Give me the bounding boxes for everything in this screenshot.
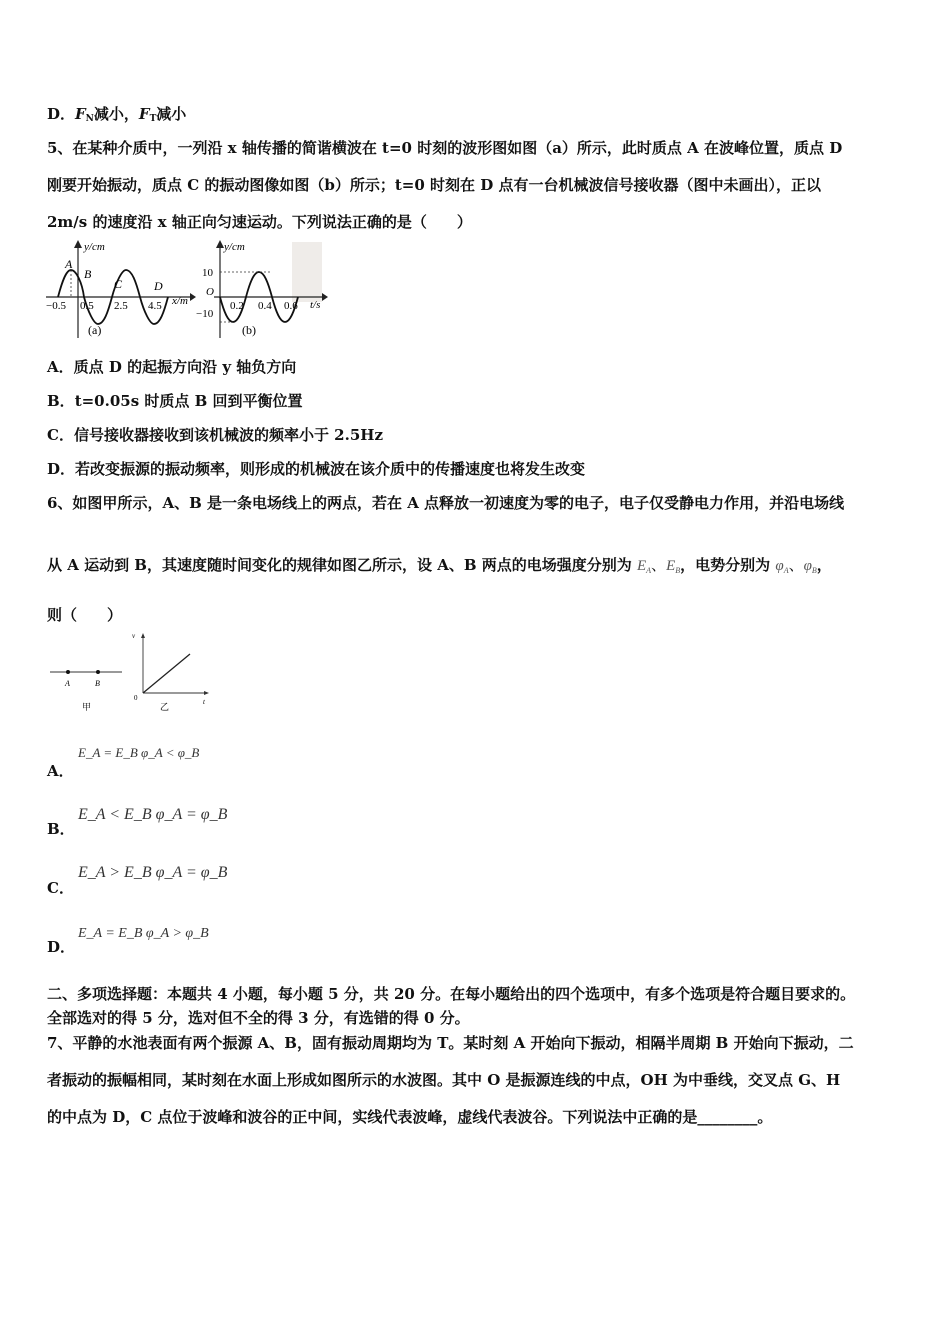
option-text: t=0.05s 时质点 B 回到平衡位置 <box>74 392 303 410</box>
q7-stem-line3: 的中点为 D，C 点位于波峰和波谷的正中间，实线代表波峰，虚线代表波谷。下列说法中正确的是________。 <box>47 1108 773 1126</box>
q5-stem-line1: 5、在某种介质中，一列沿 x 轴传播的简谐横波在 t=0 时刻的波形图如图（a）所示，此时质点 A 在波峰位置，质点 D <box>47 139 843 157</box>
tick-label: 0.5 <box>80 300 94 312</box>
point-label-b: B <box>84 267 92 281</box>
field-line-figure-jia <box>48 660 128 716</box>
q5-option-d <box>47 458 585 479</box>
q6-stem-line2 <box>47 554 832 575</box>
q6-option-letter-d: D． <box>47 938 76 956</box>
option-letter: A． <box>47 358 74 376</box>
option-text: 减小 <box>156 105 187 123</box>
option-text: 质点 D 的起振方向沿 y 轴负方向 <box>73 358 297 376</box>
tick-label: −0.5 <box>46 300 66 312</box>
force-symbol: F <box>138 105 150 123</box>
point-label-a: A <box>65 679 70 688</box>
q6-option-expr-a: E_A = E_B φ_A < φ_B <box>78 745 200 760</box>
xtick-label: 0.4 <box>258 300 272 312</box>
stem-text: ，电势分别为 <box>680 556 771 574</box>
stem-text: 从 A 运动到 B，其速度随时间变化的规律如图乙所示，设 A、B 两点的电场强度分别为 <box>47 556 632 574</box>
point-label-a: A <box>65 257 73 271</box>
stem-text: ， <box>816 556 832 574</box>
option-letter: D． <box>47 460 76 478</box>
potential-symbol-a: $\varphi_A$ <box>775 558 789 575</box>
option-text: 减小， <box>93 105 139 123</box>
separator: 、 <box>788 556 804 574</box>
point-label-c: C <box>114 277 123 291</box>
option-letter: B． <box>47 392 75 410</box>
section2-line1: 二、多项选择题：本题共 4 小题，每小题 5 分，共 20 分。在每小题给出的四个选项中，有多个选项是符合题目要求的。 <box>47 985 856 1003</box>
velocity-time-figure-yi <box>130 630 212 716</box>
xlabel-a: x/m <box>172 295 188 307</box>
xtick-label: 0.6 <box>284 300 298 312</box>
q6-stem-line1: 6、如图甲所示，A、B 是一条电场线上的两点，若在 A 点释放一初速度为零的电子，电子仅受静电力作用，并沿电场线 <box>47 494 845 512</box>
wave-figure-a <box>44 238 196 342</box>
q5-option-c <box>47 424 383 445</box>
figure-caption-jia: 甲 <box>82 702 92 712</box>
ytick-label: 10 <box>202 267 213 279</box>
xtick-label: 0.2 <box>230 300 244 312</box>
vibration-figure-b <box>196 238 328 342</box>
figure-caption-yi: 乙 <box>160 702 170 712</box>
q6-option-expr-c: E_A > E_B φ_A = φ_B <box>78 864 228 881</box>
q6-option-letter-a: A． <box>47 762 74 780</box>
field-symbol-ea: $E_A$ <box>636 558 652 575</box>
q6-option-expr-d: E_A = E_B φ_A > φ_B <box>78 926 209 941</box>
option-letter: C． <box>47 426 74 444</box>
point-label-d: D <box>154 279 163 293</box>
q6-option-expr-b: E_A < E_B φ_A = φ_B <box>78 806 228 823</box>
figure-caption-b: (b) <box>242 323 256 337</box>
tick-label: 4.5 <box>148 300 162 312</box>
force-symbol: F <box>75 105 86 123</box>
option-text: 若改变振源的振动频率，则形成的机械波在该介质中的传播速度也将发生改变 <box>75 460 586 478</box>
q4-option-d <box>47 103 186 124</box>
ytick-label: −10 <box>196 308 214 320</box>
point-label-b: B <box>95 679 100 688</box>
q5-stem-line2: 刚要开始振动，质点 C 的振动图像如图（b）所示；t=0 时刻在 D 点有一台机械波信号接收器（图中未画出），正以 <box>47 176 821 194</box>
tlabel: t <box>203 698 205 706</box>
q5-stem-line3: 2m/s 的速度沿 x 轴正向匀速运动。下列说法正确的是（ ） <box>47 213 472 231</box>
option-letter: D． <box>47 105 76 123</box>
figure-caption-a: (a) <box>88 323 102 337</box>
q6-option-letter-c: C． <box>47 879 74 897</box>
ylabel-a: y/cm <box>84 241 105 253</box>
xlabel-b: t/s <box>310 299 321 311</box>
subscript: T <box>149 114 157 124</box>
vlabel: v <box>132 632 136 640</box>
q7-stem-line2: 者振动的振幅相同，某时刻在水面上形成如图所示的水波图。其中 O 是振源连线的中点，OH 为中垂线，交叉点 G、H <box>47 1071 841 1089</box>
q6-stem-line3: 则（ ） <box>47 606 123 624</box>
potential-symbol-b: $\varphi_B$ <box>803 558 817 575</box>
separator: 、 <box>651 556 667 574</box>
section2-line2: 全部选对的得 5 分，选对但不全的得 3 分，有选错的得 0 分。 <box>47 1009 470 1027</box>
option-text: 信号接收器接收到该机械波的频率小于 2.5Hz <box>73 426 383 444</box>
tick-label: 2.5 <box>114 300 128 312</box>
subscript: N <box>85 114 94 124</box>
origin-label: 0 <box>134 694 138 702</box>
origin-label: O <box>206 286 214 298</box>
q7-stem-line1: 7、平静的水池表面有两个振源 A、B，固有振动周期均为 T。某时刻 A 开始向下振动，相隔半周期 B 开始向下振动，二 <box>47 1034 854 1052</box>
q5-option-a <box>47 356 296 377</box>
q5-option-b <box>47 390 303 411</box>
field-symbol-eb: $E_B$ <box>666 558 681 575</box>
q6-option-letter-b: B． <box>47 820 75 838</box>
ylabel-b: y/cm <box>224 241 245 253</box>
